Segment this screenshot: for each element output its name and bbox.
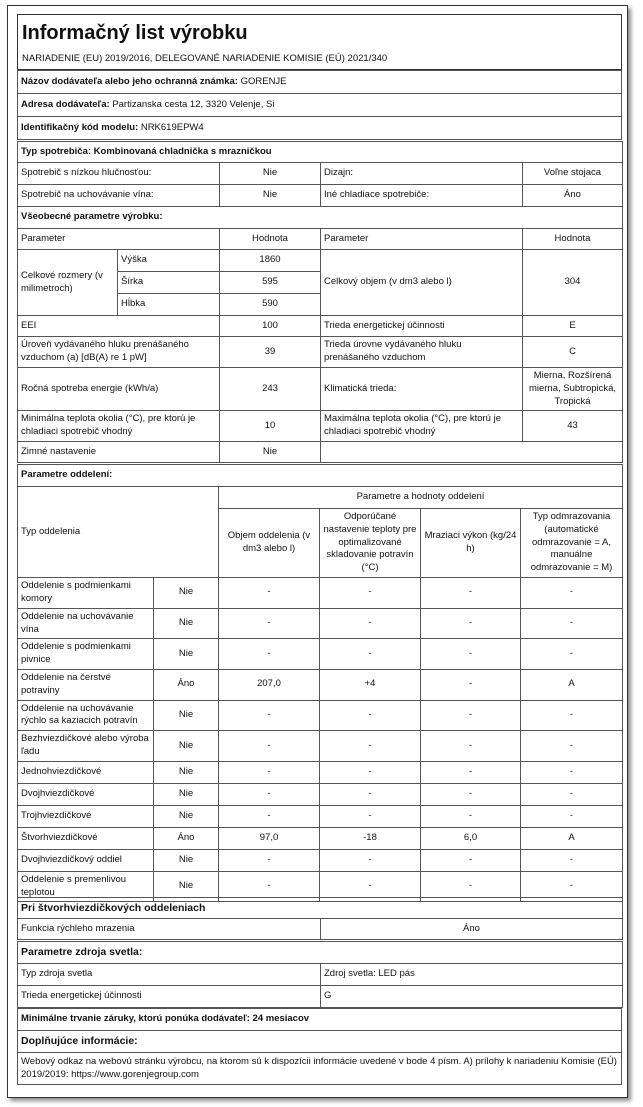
compartment-temp: -: [320, 578, 421, 609]
noise-value: 39: [220, 337, 321, 368]
light-heading: Parametre zdroja svetla:: [18, 942, 623, 964]
light-source-table: [17, 941, 623, 1008]
compartment-row: [18, 700, 623, 731]
winter-setting-value: Nie: [220, 442, 321, 463]
other-appliances-label: Iné chladiace spotrebiče:: [321, 185, 523, 207]
climate-class-label: Klimatická trieda:: [321, 368, 523, 411]
compartment-name: Jednohviezdičkové: [18, 761, 154, 783]
warranty-text: Minimálne trvanie záruky, ktorú ponúka dodávateľ: 24 mesiacov: [18, 1009, 622, 1031]
compartment-name: Oddelenie s podmienkami pivnice: [18, 639, 154, 670]
supplier-name-cell: [18, 71, 622, 94]
other-appliances-value: Áno: [523, 185, 623, 207]
compartment-freezing: -: [421, 783, 521, 805]
compartment-row: [18, 669, 623, 700]
model-id-value: NRK619EPW4: [140, 121, 204, 133]
supplier-address-cell: [18, 94, 622, 117]
compartment-row: [18, 761, 623, 783]
max-temp-value: 43: [523, 411, 623, 442]
compartment-volume: 207,0: [219, 669, 320, 700]
supplier-table: [17, 70, 622, 140]
height-label: Výška: [118, 250, 220, 272]
low-noise-value: Nie: [220, 163, 321, 185]
compartment-defrost: -: [521, 871, 623, 902]
width-label: Šírka: [118, 272, 220, 294]
compartment-volume: -: [219, 783, 320, 805]
compartment-volume: -: [219, 578, 320, 609]
compartment-freezing: -: [421, 731, 521, 762]
compartment-freezing: -: [421, 639, 521, 670]
compartment-defrost: A: [521, 827, 623, 849]
sheet-header: [17, 14, 622, 70]
width-value: 595: [220, 272, 321, 294]
total-volume-value: 304: [523, 250, 623, 316]
compartment-volume: -: [219, 608, 320, 639]
depth-value: 590: [220, 294, 321, 316]
compartment-volume: -: [219, 700, 320, 731]
low-noise-label: Spotrebič s nízkou hlučnosťou:: [18, 163, 220, 185]
compartment-volume: -: [219, 805, 320, 827]
compartment-row: [18, 805, 623, 827]
compartment-present: Áno: [154, 827, 219, 849]
col-value-2: Hodnota: [523, 229, 623, 250]
light-type-label: Typ zdroja svetla: [18, 964, 321, 986]
supplier-address-value: Partizanska cesta 12, 3320 Velenje, Si: [112, 98, 275, 110]
model-id-label: Identifikačný kód modelu:: [21, 121, 139, 133]
compartment-present: Nie: [154, 783, 219, 805]
compartment-name: Oddelenie na čerstvé potraviny: [18, 669, 154, 700]
compartment-row: [18, 783, 623, 805]
additional-info-table: [17, 1030, 622, 1085]
max-temp-label: Maximálna teplota okolia (°C), pre ktorú je chladiaci spotrebič vhodný: [321, 411, 523, 442]
compartment-volume: -: [219, 871, 320, 902]
compartment-name: Štvorhviezdičkové: [18, 827, 154, 849]
compartment-freezing: -: [421, 761, 521, 783]
design-label: Dizajn:: [321, 163, 523, 185]
compartment-freezing: -: [421, 578, 521, 609]
general-parameters-table: [17, 141, 623, 463]
supplier-name-value: GORENJE: [240, 75, 287, 87]
compartment-freezing: -: [421, 805, 521, 827]
compartment-present: Áno: [154, 669, 219, 700]
compartments-heading: Parametre oddelení:: [18, 465, 623, 487]
model-id-cell: [18, 117, 622, 140]
compartment-name: Oddelenie s podmienkami komory: [18, 578, 154, 609]
eei-value: 100: [220, 316, 321, 337]
total-volume-label: Celkový objem (v dm3 alebo l): [321, 250, 523, 316]
compartment-defrost: -: [521, 849, 623, 871]
height-value: 1860: [220, 250, 321, 272]
compartment-name: Bezhviezdičkové alebo výroba ľadu: [18, 731, 154, 762]
annual-energy-value: 243: [220, 368, 321, 411]
wine-storage-label: Spotrebič na uchovávanie vína:: [18, 185, 220, 207]
compartment-temp: +4: [320, 669, 421, 700]
compartment-name: Oddelenie na uchovávanie vína: [18, 608, 154, 639]
energy-class-value: E: [523, 316, 623, 337]
compartment-defrost: -: [521, 700, 623, 731]
compartment-defrost: -: [521, 578, 623, 609]
compartment-temp: -: [320, 871, 421, 902]
compartment-freezing: -: [421, 669, 521, 700]
min-temp-label: Minimálna teplota okolia (°C), pre ktorú je chladiaci spotrebič vhodný: [18, 411, 220, 442]
compartment-present: Nie: [154, 849, 219, 871]
compartment-volume: -: [219, 639, 320, 670]
noise-class-label: Trieda úrovne vydávaného hluku prenášaného vzduchom: [321, 337, 523, 368]
compartment-freezing: -: [421, 871, 521, 902]
page-title: Informačný list výrobku: [22, 22, 248, 44]
compartment-defrost: A: [521, 669, 623, 700]
regulation-line: NARIADENIE (EU) 2019/2016, DELEGOVANÉ NARIADENIE KOMISIE (EÚ) 2021/340: [22, 53, 388, 64]
col-defrost-type: Typ odmrazovania (automatické odmrazovanie = A, manuálne odmrazovanie = M): [521, 509, 623, 578]
compartment-name: Dvojhviezdičkové: [18, 783, 154, 805]
compartment-freezing: -: [421, 849, 521, 871]
supplier-name-label: Názov dodávateľa alebo jeho ochranná známka:: [21, 75, 238, 87]
col-parameter: Parameter: [18, 229, 220, 250]
warranty-table: [17, 1008, 622, 1031]
compartment-type-header: Typ oddelenia: [18, 487, 219, 578]
compartment-rows: [18, 578, 623, 902]
appliance-type: Typ spotrebiča: Kombinovaná chladnička s mrazničkou: [18, 142, 623, 163]
compartment-present: Nie: [154, 578, 219, 609]
compartment-row: [18, 578, 623, 609]
compartment-temp: -: [320, 783, 421, 805]
compartment-present: Nie: [154, 731, 219, 762]
climate-class-value: Mierna, Rozšírená mierna, Subtropická, Tropická: [523, 368, 623, 411]
compartment-temp: -: [320, 849, 421, 871]
compartment-present: Nie: [154, 608, 219, 639]
fast-freeze-value: Áno: [321, 919, 623, 940]
compartment-defrost: -: [521, 761, 623, 783]
compartment-name: Oddelenie na uchovávanie rýchlo sa kaziacich potravín: [18, 700, 154, 731]
compartment-row: [18, 827, 623, 849]
compartment-temp: -: [320, 805, 421, 827]
compartment-name: Dvojhviezdičkový oddiel: [18, 849, 154, 871]
four-star-heading: Pri štvorhviezdičkových oddeleniach: [18, 898, 623, 919]
compartment-freezing: -: [421, 608, 521, 639]
eei-label: EEI: [18, 316, 220, 337]
compartment-volume: -: [219, 761, 320, 783]
compartments-table: [17, 464, 623, 902]
compartment-volume: -: [219, 731, 320, 762]
light-source-value: Zdroj svetla: LED pás: [321, 964, 623, 986]
compartment-row: [18, 849, 623, 871]
compartment-temp: -: [320, 608, 421, 639]
col-compartment-volume: Objem oddelenia (v dm3 alebo l): [219, 509, 320, 578]
four-star-table: [17, 897, 623, 940]
empty-cell: [321, 442, 623, 463]
fast-freeze-label: Funkcia rýchleho mrazenia: [18, 919, 321, 940]
compartment-present: Nie: [154, 761, 219, 783]
compartment-row: [18, 731, 623, 762]
compartment-present: Nie: [154, 805, 219, 827]
col-value: Hodnota: [220, 229, 321, 250]
dimensions-label: Celkové rozmery (v milimetroch): [18, 250, 118, 316]
general-heading: Všeobecné parametre výrobku:: [18, 207, 623, 229]
compartment-temp: -: [320, 761, 421, 783]
compartment-present: Nie: [154, 700, 219, 731]
wine-storage-value: Nie: [220, 185, 321, 207]
compartment-row: [18, 608, 623, 639]
light-class-label: Trieda energetickej účinnosti: [18, 986, 321, 1008]
compartment-volume: 97,0: [219, 827, 320, 849]
additional-heading: Doplňujúce informácie:: [18, 1031, 622, 1053]
min-temp-value: 10: [220, 411, 321, 442]
compartment-defrost: -: [521, 731, 623, 762]
compartment-defrost: -: [521, 639, 623, 670]
additional-text: Webový odkaz na webovú stránku výrobcu, na ktorom sú k dispozícii informácie uvedené v bode 4 písm. A) prílohy k nariadeniu Komisie (EÚ) 2019/2019: https://www.gorenjegroup.com: [18, 1053, 622, 1085]
compartment-temp: -: [320, 639, 421, 670]
compartment-freezing: -: [421, 700, 521, 731]
compartment-present: Nie: [154, 639, 219, 670]
winter-setting-label: Zimné nastavenie: [18, 442, 220, 463]
annual-energy-label: Ročná spotreba energie (kWh/a): [18, 368, 220, 411]
noise-class-value: C: [523, 337, 623, 368]
energy-class-label: Trieda energetickej účinnosti: [321, 316, 523, 337]
light-class-value: G: [321, 986, 623, 1008]
compartment-present: Nie: [154, 871, 219, 902]
compartment-freezing: 6,0: [421, 827, 521, 849]
compartment-params-header: Parametre a hodnoty oddelení: [219, 487, 623, 509]
compartment-volume: -: [219, 849, 320, 871]
col-freezing-capacity: Mraziaci výkon (kg/24 h): [421, 509, 521, 578]
compartment-name: Trojhviezdičkové: [18, 805, 154, 827]
col-recommended-temp: Odporúčané nastavenie teploty pre optimalizované skladovanie potravín (°C): [320, 509, 421, 578]
compartment-temp: -: [320, 700, 421, 731]
supplier-address-label: Adresa dodávateľa:: [21, 98, 110, 110]
design-value: Voľne stojaca: [523, 163, 623, 185]
col-parameter-2: Parameter: [321, 229, 523, 250]
compartment-row: [18, 639, 623, 670]
noise-label: Úroveň vydávaného hluku prenášaného vzduchom (a) [dB(A) re 1 pW]: [18, 337, 220, 368]
compartment-defrost: -: [521, 805, 623, 827]
depth-label: Hĺbka: [118, 294, 220, 316]
compartment-defrost: -: [521, 783, 623, 805]
compartment-temp: -18: [320, 827, 421, 849]
compartment-defrost: -: [521, 608, 623, 639]
compartment-temp: -: [320, 731, 421, 762]
compartment-name: Oddelenie s premenlivou teplotou: [18, 871, 154, 902]
